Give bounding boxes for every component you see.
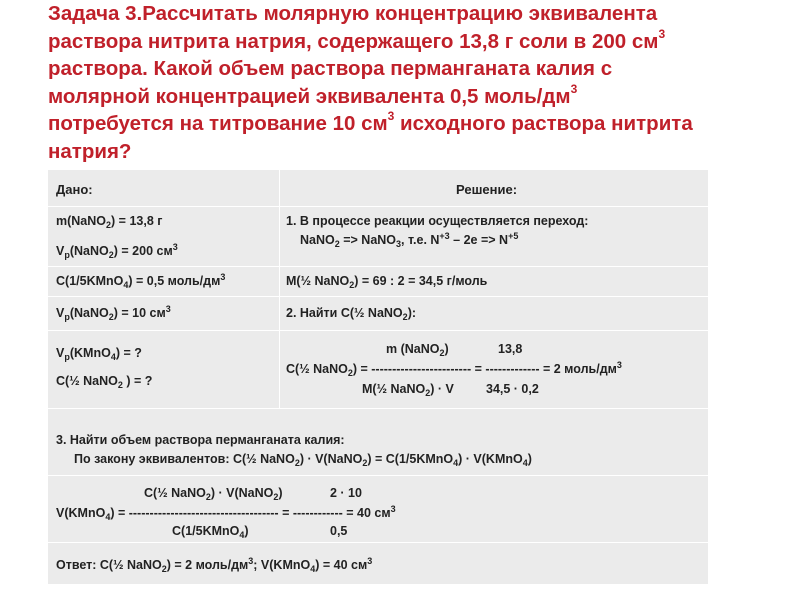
- formula-1-denominator-right: 34,5 · 0,2: [486, 382, 539, 396]
- solution-table: [48, 170, 708, 584]
- unknown-volume-kmno4: $V_р(KMnO_4)$ = ?: [56, 346, 142, 362]
- title-line-3: раствора. Какой объем раствора перманганата калия с: [48, 57, 613, 80]
- title-line-5: потребуется на титрование 10 $см^3$ исходного раствора нитрита: [48, 109, 693, 135]
- row-divider: [48, 206, 708, 207]
- step-1-text: 1. В процессе реакции осуществляется переход:: [286, 214, 589, 228]
- given-volume-nano2: $V_р(NaNO_2) = 200$ $см^3$: [56, 242, 178, 260]
- formula-1-denominator-left: M(½ NaNO$_2$) · V: [362, 382, 454, 398]
- formula-1-line: C(½ NaNO$_2$) = ------------------------ = ------------- = 2 моль/$дм^3$: [286, 360, 622, 378]
- task-title: [48, 0, 768, 165]
- title-line-1: Задача 3.Рассчитать молярную концентрацию эквивалента: [48, 2, 658, 25]
- formula-2-numerator-left: C(½ NaNO$_2$) · V(NaNO$_2$): [144, 486, 283, 502]
- step-2-text: 2. Найти C(½ NaNO$_2$):: [286, 306, 417, 322]
- title-line-2: раствора нитрита натрия, содержащего 13,8 г соли в 200 $см^3$: [48, 26, 666, 53]
- step-3-text: 3. Найти объем раствора перманганата калия:: [56, 433, 345, 447]
- formula-2-line: V(KMnO$_4$) = ------------------------------------ = ------------ = 40 $см^3$: [56, 504, 396, 522]
- given-conc-kmno4: C(1/5KMnO$_4$) = 0,5 моль/$дм^3$: [56, 272, 226, 290]
- given-volume-nano2-titration: $V_р(NaNO_2) = 10$ $см^3$: [56, 304, 171, 322]
- formula-2-denominator-right: 0,5: [330, 524, 348, 538]
- molar-mass-equivalent: M(½ NaNO$_2$) = 69 : 2 = 34,5 г/моль: [286, 274, 488, 290]
- solution-header: Решение:: [456, 182, 518, 197]
- row-divider: [48, 330, 708, 331]
- formula-1-numerator-left: m (NaNO$_2$): [386, 342, 449, 358]
- row-divider: [48, 296, 708, 297]
- row-divider: [48, 408, 708, 409]
- formula-1-numerator-right: 13,8: [498, 342, 523, 356]
- title-line-4: молярной концентрацией эквивалента 0,5 моль/$дм^3$: [48, 81, 578, 108]
- row-divider: [48, 475, 708, 476]
- row-divider: [48, 542, 708, 543]
- answer-line: Ответ: C(½ NaNO$_2$) = 2 моль/$дм^3$; V(KMnO$_4$) = 40 $см^3$: [56, 556, 373, 574]
- given-mass-nano2: m(NaNO$_2$) = 13,8 г: [56, 214, 163, 230]
- row-divider: [48, 266, 708, 267]
- given-header: Дано:: [56, 182, 93, 197]
- unknown-conc-nano2: C(½ NaNO$_2$ ) = ?: [56, 374, 153, 390]
- equivalents-law: По закону эквивалентов: C(½ NaNO$_2$) · V(NaNO$_2$) = C(1/5KMnO$_4$) · V(KMnO$_4$): [74, 452, 532, 468]
- formula-2-denominator-left: C(1/5KMnO$_4$): [172, 524, 249, 540]
- title-line-6: натрия?: [48, 139, 132, 163]
- step-1-reaction: NaNO$_2$ => NaNO$_3$, т.е. $N^{+3} - 2e => N^{+5}$: [300, 231, 519, 249]
- formula-2-numerator-right: 2 · 10: [330, 486, 362, 500]
